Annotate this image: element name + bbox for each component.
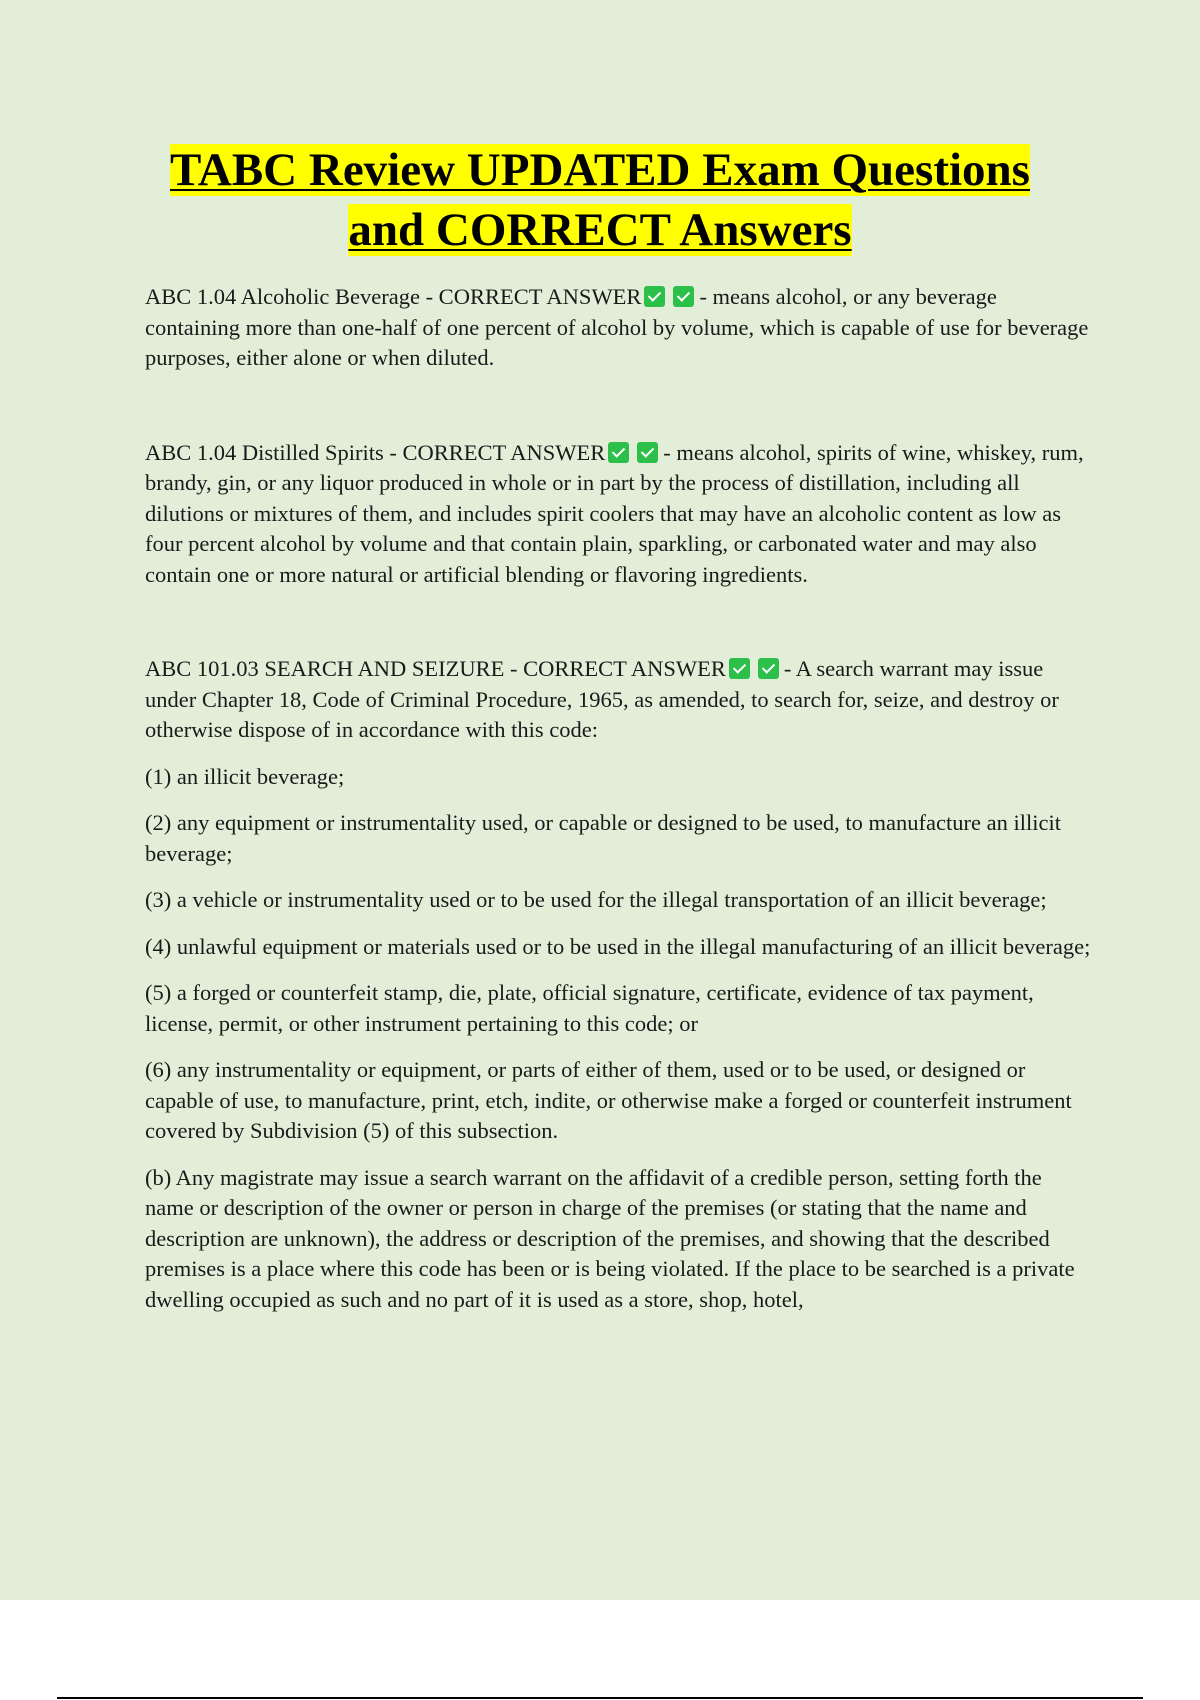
subsection-item-3: (3) a vehicle or instrumentality used or to be used for the illegal transportation of an illicit beverage; [145,887,1047,912]
check-mark-icon [608,442,629,463]
subsection-item-2: (2) any equipment or instrumentality used, or capable or designed to be used, to manufacture an illicit beverage; [145,810,1061,866]
check-mark-icon [673,286,694,307]
qa-paragraph [145,282,1095,374]
subsection-item-1: (1) an illicit beverage; [145,763,345,789]
check-mark-icon [729,658,750,679]
qa-entry-alcoholic-beverage [145,282,1095,374]
answer-text: - means alcohol, spirits of wine, whiskey, rum, brandy, gin, or any liquor produced in whole or in part by the process of distillation, including all dilutions or mixtures of them, and includes spirit coolers that may have an alcoholic content as low as four percent alcohol by volume and that contain plain, sparkling, or carbonated water and may also contain one or more natural or artificial blending or flavoring ingredients. [145,439,1084,587]
subsection-item-4: (4) unlawful equipment or materials used or to be used in the illegal manufacturing of an illicit beverage; [145,933,1091,959]
question-term: ABC 101.03 SEARCH AND SEIZURE - CORRECT ANSWER [145,656,726,681]
document-body [145,282,1095,1315]
answer-text: - means alcohol, or any beverage containing more than one-half of one percent of alcohol by volume, which is capable of use for beverage purposes, either alone or when diluted. [145,284,1089,370]
title-line-1: TABC Review UPDATED Exam Questions [170,144,1030,196]
answer-text: - A search warrant may issue under Chapter 18, Code of Criminal Procedure, 1965, as amended, to search for, seize, and destroy or otherwise dispose of in accordance with this code: [145,656,1059,742]
subsection-item-b: (b) Any magistrate may issue a search warrant on the affidavit of a credible person, setting forth the name or description of the owner or person in charge of the premises (or stating that the name and description are unknown), the address or description of the premises, and showing that the described premises is a place where this code has been or is being violated. If the place to be searched is a private dwelling occupied as such and no part of it is used as a store, shop, hotel, [145,1164,1075,1312]
title-line-2: and CORRECT Answers [348,204,852,256]
qa-paragraph [145,654,1095,746]
qa-entry-search-and-seizure [145,654,1095,1315]
check-mark-icon [644,286,665,307]
question-term: ABC 1.04 Alcoholic Beverage - CORRECT ANSWER [145,284,642,309]
subsection-item-6: (6) any instrumentality or equipment, or parts of either of them, used or to be used, or designed or capable of use, to manufacture, print, etch, indite, or otherwise make a forged or counterfeit instrument covered by Subdivision (5) of this subsection. [145,1057,1072,1143]
qa-entry-distilled-spirits [145,438,1095,591]
qa-paragraph [145,438,1095,591]
subsection-item-5: (5) a forged or counterfeit stamp, die, plate, official signature, certificate, evidence of tax payment, license, permit, or other instrument pertaining to this code; or [145,980,1034,1036]
question-term: ABC 1.04 Distilled Spirits - CORRECT ANSWER [145,439,606,465]
document-title [100,140,1100,260]
check-mark-icon [758,658,779,679]
footer-divider [57,1697,1143,1699]
check-mark-icon [637,442,658,463]
